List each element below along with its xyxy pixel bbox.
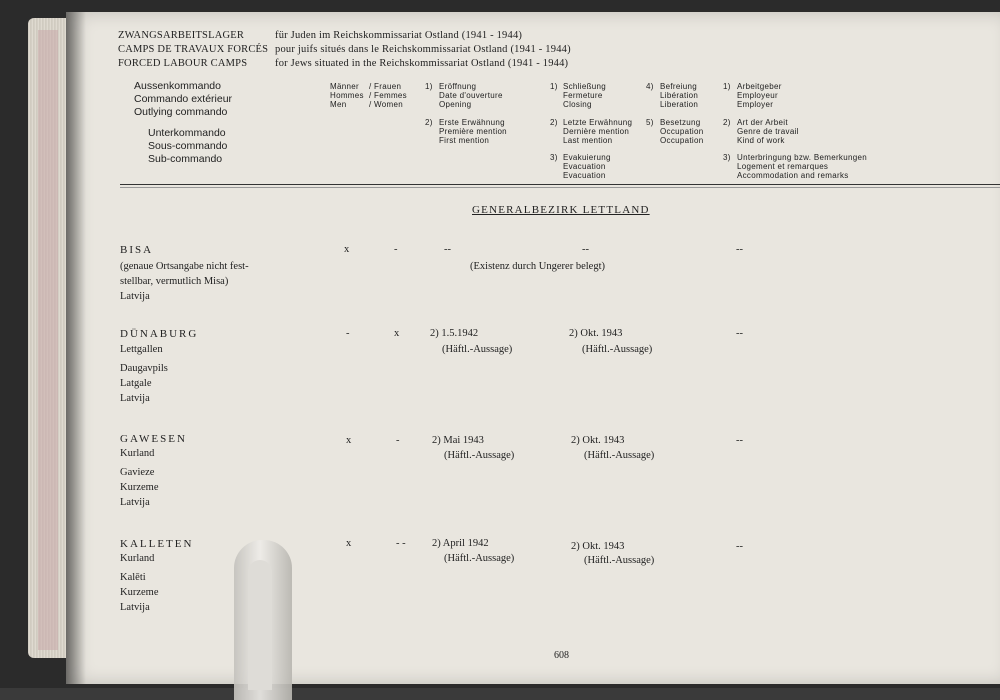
col-occupation-de: Besetzung — [660, 118, 701, 127]
entry-line: Latvija — [120, 602, 150, 613]
col-employer-en: Employer — [737, 100, 774, 109]
entry-close-source: (Häftl.-Aussage) — [584, 555, 655, 566]
scope-line-fr: pour juifs situés dans le Reichskommissariat Ostland (1941 - 1944) — [275, 44, 571, 55]
col-liberation-en: Liberation — [660, 100, 699, 109]
entry-note: (Existenz durch Ungerer belegt) — [470, 261, 605, 272]
col-opening-de: Eröffnung — [439, 82, 477, 91]
col-work-en: Kind of work — [737, 136, 785, 145]
camp-label-fr: CAMPS DE TRAVAUX FORCÉS — [118, 44, 269, 55]
entry-men: x — [344, 244, 350, 255]
scope-line-en: for Jews situated in the Reichskommissariat Ostland (1941 - 1944) — [275, 58, 569, 69]
col-opening-num: 1) — [425, 82, 433, 91]
col-occupation-fr: Occupation — [660, 127, 704, 136]
entry-close-source: (Häftl.-Aussage) — [584, 450, 655, 461]
sub-en: Sub-commando — [148, 153, 223, 165]
entry-open-source: (Häftl.-Aussage) — [444, 553, 515, 564]
page-stack-tint — [38, 30, 58, 650]
header-divider-secondary — [120, 187, 1000, 188]
col-accom-num: 3) — [723, 153, 731, 162]
entry-name: BISA — [120, 244, 154, 256]
entry-close: 2) Okt. 1943 — [571, 541, 625, 552]
col-evac-fr: Evacuation — [563, 162, 606, 171]
col-closing-fr: Fermeture — [563, 91, 603, 100]
entry-line: (genaue Ortsangabe nicht fest- — [120, 261, 249, 272]
entry-open-source: (Häftl.-Aussage) — [442, 344, 513, 355]
col-opening-fr: Date d'ouverture — [439, 91, 503, 100]
entry-men: x — [346, 435, 352, 446]
entry-open: 2) Mai 1943 — [432, 435, 484, 446]
camp-label-en: FORCED LABOUR CAMPS — [118, 58, 248, 69]
col-last-en: Last mention — [563, 136, 613, 145]
col-first-de: Erste Erwähnung — [439, 118, 505, 127]
gender-men-de: Männer — [330, 82, 359, 91]
entry-line: stellbar, vermutlich Misa) — [120, 276, 229, 287]
entry-women: - - — [396, 538, 406, 549]
entry-open: 2) 1.5.1942 — [430, 328, 479, 339]
entry-line: Lettgallen — [120, 344, 163, 355]
col-liberation-de: Befreiung — [660, 82, 697, 91]
col-accom-en: Accommodation and remarks — [737, 171, 849, 180]
entry-open-source: (Häftl.-Aussage) — [444, 450, 515, 461]
sub-de: Unterkommando — [148, 127, 226, 139]
col-work-num: 2) — [723, 118, 731, 127]
gender-women-en: / Women — [369, 100, 403, 109]
entry-line: Gavieze — [120, 467, 155, 478]
col-closing-num: 1) — [550, 82, 558, 91]
col-opening-en: Opening — [439, 100, 472, 109]
col-liberation-num: 4) — [646, 82, 654, 91]
entry-line: Latvija — [120, 497, 150, 508]
entry-employer: -- — [736, 244, 743, 255]
entry-employer: -- — [736, 541, 743, 552]
scope-line-de: für Juden im Reichskommissariat Ostland (1941 - 1944) — [275, 30, 523, 41]
entry-line: Latgale — [120, 378, 152, 389]
entry-men: x — [346, 538, 352, 549]
entry-open: 2) April 1942 — [432, 538, 489, 549]
entry-line: Daugavpils — [120, 363, 168, 374]
gender-men-en: Men — [330, 100, 347, 109]
col-last-de: Letzte Erwähnung — [563, 118, 633, 127]
gender-women-fr: / Femmes — [369, 91, 407, 100]
col-accom-fr: Logement et remarques — [737, 162, 829, 171]
outlying-en: Outlying commando — [134, 106, 228, 118]
entry-close: -- — [582, 244, 589, 255]
col-occupation-en: Occupation — [660, 136, 704, 145]
entry-line: Kurland — [120, 553, 155, 564]
entry-men: - — [346, 328, 350, 339]
col-last-fr: Dernière mention — [563, 127, 630, 136]
col-employer-num: 1) — [723, 82, 731, 91]
col-work-fr: Genre de travail — [737, 127, 799, 136]
outlying-de: Aussenkommando — [134, 80, 221, 92]
entry-name: GAWESEN — [120, 433, 187, 445]
col-closing-en: Closing — [563, 100, 592, 109]
col-evac-de: Evakuierung — [563, 153, 611, 162]
finger-highlight — [248, 560, 272, 690]
entry-name: DÜNABURG — [120, 328, 199, 340]
entry-name: KALLETEN — [120, 538, 194, 550]
entry-open: -- — [444, 244, 451, 255]
entry-line: Kalēti — [120, 572, 146, 583]
camp-label-de: ZWANGSARBEITSLAGER — [118, 30, 245, 41]
col-first-en: First mention — [439, 136, 490, 145]
entry-close: 2) Okt. 1943 — [569, 328, 623, 339]
entry-employer: -- — [736, 328, 743, 339]
entry-employer: -- — [736, 435, 743, 446]
section-title: GENERALBEZIRK LETTLAND — [472, 204, 650, 216]
col-employer-fr: Employeur — [737, 91, 778, 100]
col-first-fr: Première mention — [439, 127, 507, 136]
col-liberation-fr: Libération — [660, 91, 699, 100]
col-accom-de: Unterbringung bzw. Bemerkungen — [737, 153, 867, 162]
sub-fr: Sous-commando — [148, 140, 228, 152]
col-first-num: 2) — [425, 118, 433, 127]
entry-women: x — [394, 328, 400, 339]
col-closing-de: Schließung — [563, 82, 607, 91]
entry-line: Kurzeme — [120, 587, 159, 598]
header-divider — [120, 184, 1000, 185]
col-evac-en: Evacuation — [563, 171, 606, 180]
entry-women: - — [396, 435, 400, 446]
col-evac-num: 3) — [550, 153, 558, 162]
entry-line: Latvija — [120, 291, 150, 302]
gender-men-fr: Hommes — [330, 91, 364, 100]
col-work-de: Art der Arbeit — [737, 118, 788, 127]
gender-women-de: / Frauen — [369, 82, 402, 91]
page-number: 608 — [554, 650, 569, 661]
entry-close: 2) Okt. 1943 — [571, 435, 625, 446]
col-occupation-num: 5) — [646, 118, 654, 127]
col-last-num: 2) — [550, 118, 558, 127]
outlying-fr: Commando extérieur — [134, 93, 233, 105]
entry-close-source: (Häftl.-Aussage) — [582, 344, 653, 355]
entry-women: - — [394, 244, 398, 255]
col-employer-de: Arbeitgeber — [737, 82, 782, 91]
book-gutter-shadow — [66, 12, 86, 684]
entry-line: Latvija — [120, 393, 150, 404]
entry-line: Kurland — [120, 448, 155, 459]
entry-line: Kurzeme — [120, 482, 159, 493]
